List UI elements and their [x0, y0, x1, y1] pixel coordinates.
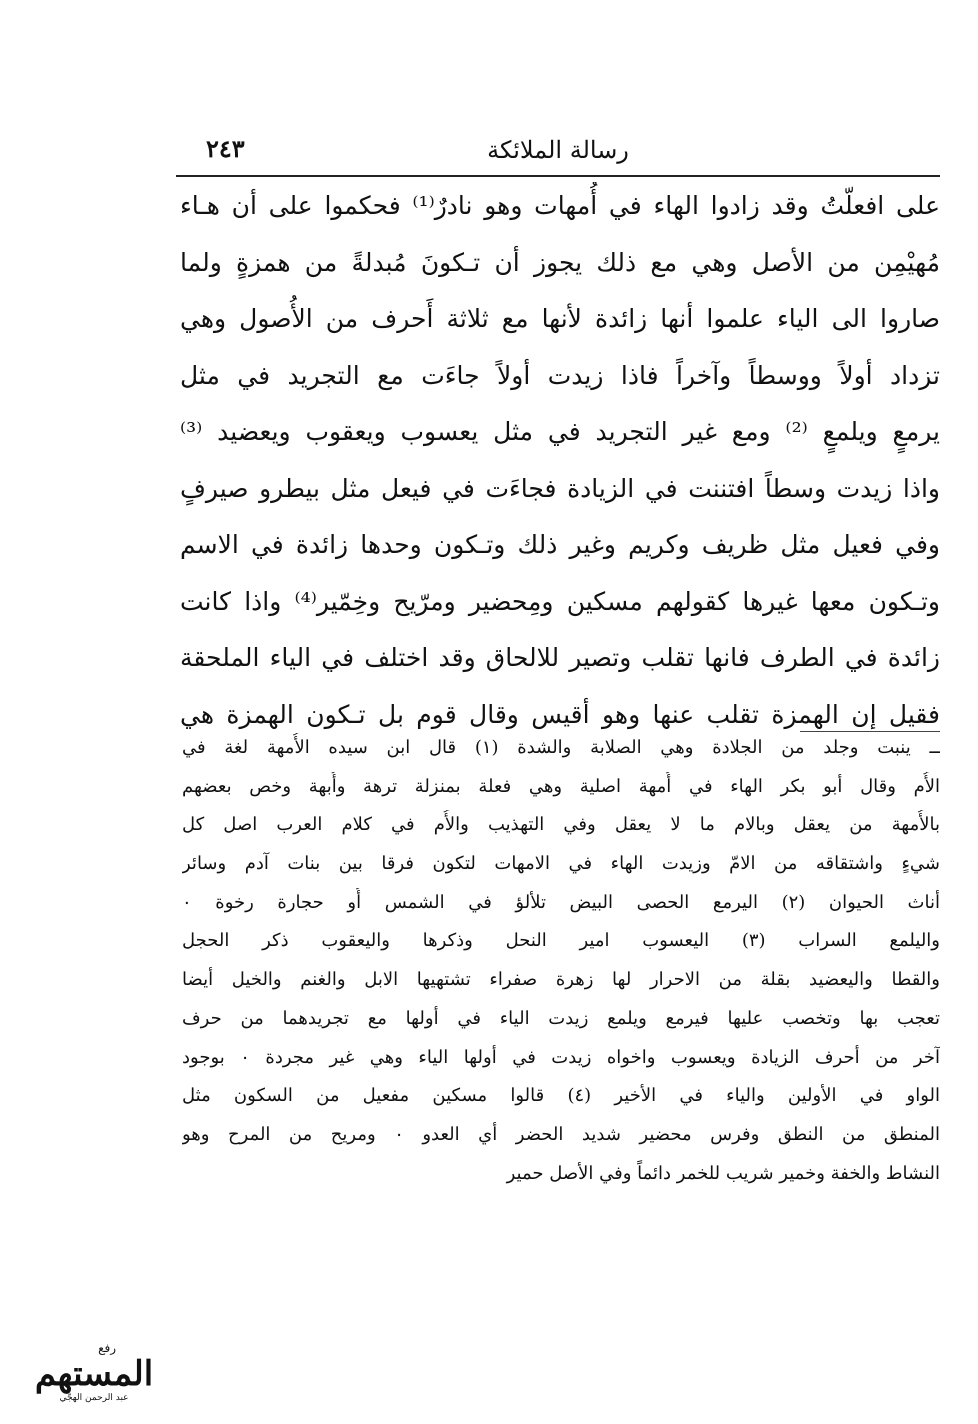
watermark-main: المستهم — [34, 1354, 154, 1394]
main-text — [180, 182, 940, 747]
footnote-separator — [800, 731, 940, 732]
footnote-line: الواو في الأولين والياء في الأخير (٤) قالوا مسكين مفعيل من السكون مثل — [182, 1085, 940, 1107]
text-line: واذا زيدت وسطاً افتننت في الزيادة فجاءَت في فيعل مثل بيطرو صيرفٍ — [180, 473, 940, 503]
text-line: على افعلّتُ وقد زادوا الهاء في أُمهات وهو نادرٌ⁽¹⁾ فحكموا على أن هـاء — [180, 191, 940, 220]
text-line: زائدة في الطرف فانها تقلب وتصير للالحاق وقد اختلف في الياء الملحقة — [180, 643, 940, 672]
footnote-line: ــ ينبت وجلد من الجلادة وهي الصلابة والشدة (١) قال ابن سيده الأُمهة لغة في — [182, 737, 940, 758]
footnote-line: الأُم وقال أبو بكر الهاء في أُمهة اصلية وهي فعلة بمنزلة ترهة وأُبهة وخص بعضهم — [182, 775, 940, 797]
footnote-line: واليلمع السراب (٣) اليعسوب امير النحل وذكرها واليعقوب ذكر الحجل — [182, 930, 940, 952]
footnote-line: المنطق من النطق وفرس محضير شديد الحضر أي العدو ٠ ومريح من المرح وهو — [182, 1123, 940, 1145]
watermark-logo — [14, 1341, 174, 1415]
footnotes — [182, 733, 940, 1197]
watermark-sub: عبد الرحمن الهجّي — [59, 1393, 129, 1403]
page-number: ٢٤٣ — [206, 134, 245, 163]
text-line: تزداد أولاً ووسطاً وآخراً فاذا زيدت أولاً جاءَت مع التجريد في مثل — [180, 360, 940, 390]
text-line: فقيل إن الهمزة تقلب عنها وهو أقيس وقال قوم بل تـكون الهمزة هي — [180, 699, 940, 729]
text-line: وفي فعيل مثل ظريف وكريم وغير ذلك وتـكون وحدها زائدة في الاسم — [180, 530, 940, 559]
footnote-line: أناث الحيوان (٢) اليرمع الحصى البيض تلألؤ في الشمس أُو حجارة رخوة ٠ — [182, 891, 940, 913]
text-line: صاروا الى الياء علموا أنها زائدة لأنها مع ثلاثة أَحرف من الأُصول وهي — [180, 304, 940, 333]
footnote-line: شيءٍ واشتقاقه من الامّ وزيدت الهاء في الامهات لتكون فرقا بين بنات آدم وسائر — [182, 853, 940, 875]
footnote-line: النشاط والخفة وخمير شريب للخمر دائماً وفي الأصل حمير — [506, 1162, 940, 1184]
footnote-line: آخر من أحرف الزيادة ويعسوب واخواه زيدت في أولها الياء وهي غير مجردة ٠ بوجود — [182, 1046, 940, 1068]
text-line: مُهيْمِن من الأصل وهي مع ذلك يجوز أن تـكونَ مُبدلةً من همزةٍ ولما — [180, 247, 940, 277]
footnote-line: بالأُمهة من يعقل وبالام ما لا يعقل وفي التهذيب والأُم في كلام العرب اصل كل — [182, 814, 940, 836]
text-line: يرمعٍ ويلمعٍ ⁽²⁾ ومع غير التجريد في مثل يعسوب ويعقوب ويعضيد ⁽³⁾ — [180, 417, 940, 446]
footnote-line: والقطا واليعضيد بقلة من الاحرار لها زهرة صفراء تشتهيها الابل والغنم والخيل أيضا — [182, 969, 940, 991]
footnote-line: تعجب بها وتخصب عليها فيرمع ويلمع زيدت الياء في أولها مع تجريدهما من حرف — [182, 1007, 940, 1029]
text-line: وتـكون معها غيرها كقولهم مسكين ومِحضير ومرّيح وخِمّير⁽⁴⁾ واذا كانت — [180, 586, 940, 616]
running-title: رسالة الملائكة — [487, 136, 629, 164]
watermark-top: رفع — [98, 1341, 116, 1355]
running-header — [178, 132, 938, 172]
header-rule — [176, 175, 940, 177]
